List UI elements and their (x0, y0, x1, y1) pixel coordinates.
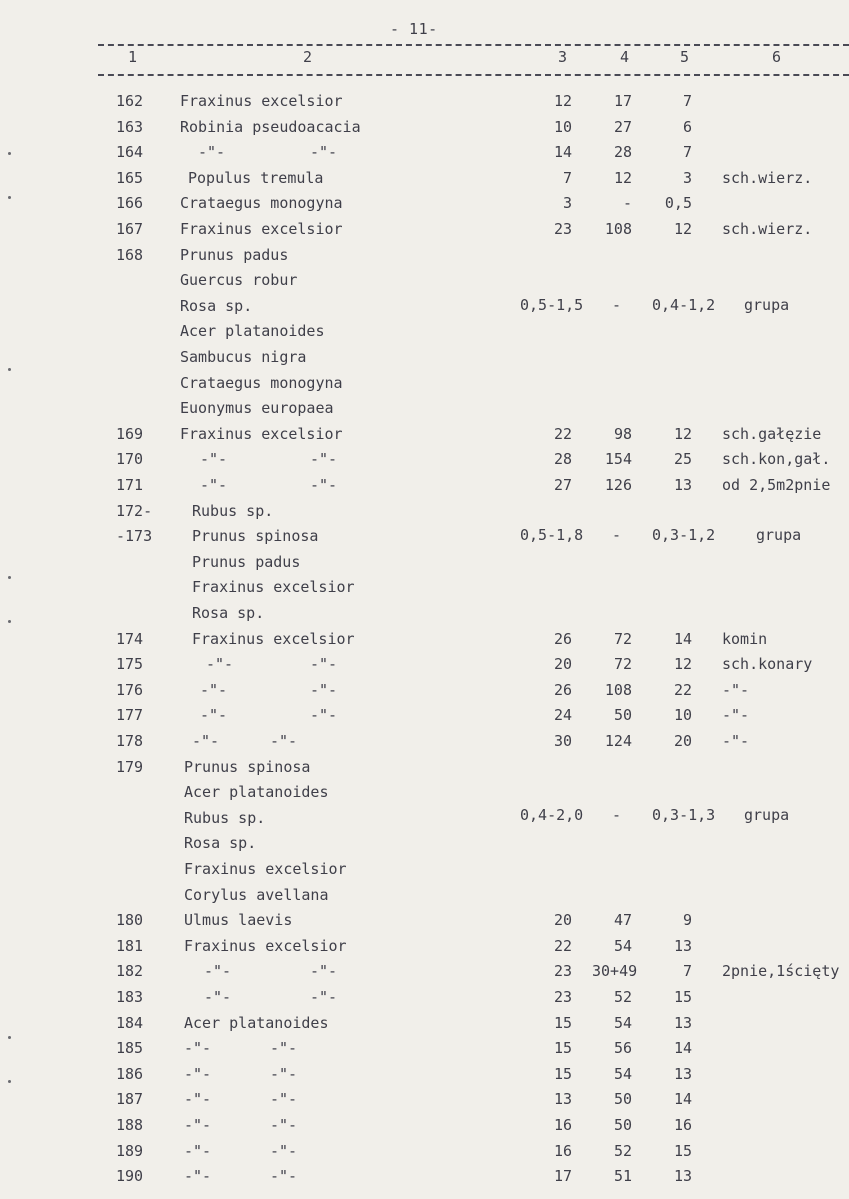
value-col-4: 124 (604, 732, 632, 750)
row-number: 163 (116, 117, 144, 136)
species-name: Robinia pseudoacacia (180, 117, 361, 136)
margin-mark (8, 576, 11, 579)
remarks: -"- (722, 732, 750, 750)
value-col-5: 12 (673, 220, 692, 238)
species-name: -"- (184, 1039, 212, 1058)
species-name: -"- (200, 706, 228, 725)
group-range: 0,4-2,0 (520, 806, 584, 824)
table-row (0, 578, 849, 603)
row-number: 190 (116, 1167, 144, 1186)
table-row (0, 681, 849, 706)
value-col-5: 13 (673, 1064, 692, 1083)
row-number: 170 (116, 450, 144, 469)
group-dash: - (612, 296, 622, 314)
row-number: 162 (116, 92, 144, 110)
page-number: - 11- (390, 20, 438, 38)
table-row (0, 1167, 849, 1192)
header-rule-bottom (98, 74, 849, 76)
value-col-3: 20 (553, 655, 572, 674)
ditto-mark: -"- (270, 1167, 298, 1186)
table-row (0, 1142, 849, 1167)
table-row (0, 527, 849, 552)
species-name: Populus tremula (188, 168, 324, 187)
species-name: -"- (184, 1167, 212, 1186)
value-col-5: 22 (673, 680, 692, 699)
row-number: 188 (116, 1116, 144, 1134)
row-number: 164 (116, 143, 144, 162)
value-col-5: 15 (673, 988, 692, 1006)
value-col-3: 17 (553, 1167, 572, 1186)
species-name: Fraxinus excelsior (184, 860, 347, 878)
species-name: Prunus spinosa (192, 527, 319, 546)
row-number: 187 (116, 1090, 144, 1109)
margin-mark (8, 1080, 11, 1083)
value-col-3: 23 (553, 220, 572, 238)
remarks: sch.kon,gał. (722, 450, 831, 469)
value-col-4: 50 (613, 1116, 632, 1134)
table-row (0, 860, 849, 885)
value-col-4: 30+49 (592, 962, 638, 981)
value-col-5: 12 (673, 655, 692, 674)
row-number: 182 (116, 962, 144, 981)
column-header-1: 1 (128, 48, 138, 66)
species-name: Fraxinus excelsior (180, 92, 343, 110)
species-name: -"- (200, 680, 228, 699)
table-row (0, 886, 849, 911)
table-row (0, 169, 849, 194)
value-col-3: 23 (553, 962, 572, 981)
species-name: Crataegus monogyna (180, 373, 343, 392)
table-row (0, 374, 849, 399)
value-col-5: 9 (682, 911, 692, 930)
value-col-5: 10 (673, 706, 692, 725)
value-col-3: 16 (553, 1116, 572, 1134)
table-row (0, 809, 849, 834)
row-number: 176 (116, 680, 144, 699)
group-dash: - (612, 526, 622, 544)
remarks: sch.gałęzie (722, 424, 822, 443)
table-row (0, 194, 849, 219)
group-height: 0,4-1,2 (652, 296, 716, 314)
value-col-4: 54 (613, 936, 632, 955)
value-col-3: 30 (553, 732, 572, 750)
species-name: Acer platanoides (184, 1013, 329, 1032)
species-name: -"- (204, 962, 232, 981)
value-col-5: 13 (673, 1013, 692, 1032)
value-col-3: 13 (553, 1090, 572, 1109)
species-name: Prunus padus (192, 552, 301, 571)
margin-mark (8, 152, 11, 155)
ditto-mark: -"- (310, 476, 338, 494)
value-col-4: 108 (604, 680, 632, 699)
ditto-mark: -"- (310, 706, 338, 725)
ditto-mark: -"- (310, 655, 338, 674)
value-col-4: 72 (613, 629, 632, 648)
value-col-4: 50 (613, 1090, 632, 1109)
value-col-3: 3 (562, 194, 572, 213)
value-col-5: 14 (673, 1039, 692, 1058)
value-col-4: 52 (613, 988, 632, 1006)
row-number: 178 (116, 732, 144, 750)
remarks: sch.konary (722, 655, 813, 674)
row-number: 180 (116, 911, 144, 930)
value-col-3: 28 (553, 450, 572, 469)
table-row (0, 732, 849, 757)
value-col-3: 27 (553, 476, 572, 494)
group-range: 0,5-1,8 (520, 526, 584, 544)
row-number: 168 (116, 245, 144, 264)
row-number: 169 (116, 424, 144, 443)
value-col-3: 7 (562, 168, 572, 187)
margin-mark (8, 1036, 11, 1039)
value-col-4: 56 (613, 1039, 632, 1058)
ditto-mark: -"- (310, 962, 338, 981)
value-col-3: 22 (553, 936, 572, 955)
value-col-5: 25 (673, 450, 692, 469)
row-number: 166 (116, 194, 144, 213)
species-name: -"- (184, 1141, 212, 1160)
value-col-3: 15 (553, 1013, 572, 1032)
value-col-4: 154 (604, 450, 632, 469)
column-header-3: 3 (558, 48, 568, 66)
value-col-3: 24 (553, 706, 572, 725)
value-col-3: 26 (553, 629, 572, 648)
table-row (0, 425, 849, 450)
table-row (0, 553, 849, 578)
row-number: 167 (116, 220, 144, 238)
ditto-mark: -"- (310, 680, 338, 699)
value-col-4: 52 (613, 1141, 632, 1160)
table-row (0, 1014, 849, 1039)
species-name: -"- (192, 732, 220, 750)
species-name: Acer platanoides (184, 783, 329, 802)
value-col-3: 20 (553, 911, 572, 930)
table-row (0, 143, 849, 168)
value-col-5: 12 (673, 424, 692, 443)
value-col-4: 50 (613, 706, 632, 725)
value-col-4: 17 (613, 92, 632, 110)
value-col-4: 27 (613, 117, 632, 136)
row-number: 185 (116, 1039, 144, 1058)
value-col-5: 16 (673, 1116, 692, 1134)
table-row (0, 1065, 849, 1090)
species-name: Acer platanoides (180, 322, 325, 341)
value-col-3: 26 (553, 680, 572, 699)
table-row (0, 271, 849, 296)
species-name: -"- (184, 1064, 212, 1083)
species-name: Prunus padus (180, 245, 289, 264)
group-note: grupa (744, 806, 790, 824)
species-name: Rubus sp. (192, 501, 274, 520)
table-row (0, 1090, 849, 1115)
table-row (0, 630, 849, 655)
column-header-5: 5 (680, 48, 690, 66)
remarks: od 2,5m2pnie (722, 476, 831, 494)
table-row (0, 604, 849, 629)
group-height: 0,3-1,3 (652, 806, 716, 824)
remarks: sch.wierz. (722, 168, 813, 187)
species-name: -"- (200, 450, 228, 469)
table-row (0, 911, 849, 936)
row-number: 189 (116, 1141, 144, 1160)
group-range: 0,5-1,5 (520, 296, 584, 314)
ditto-mark: -"- (310, 450, 338, 469)
table-row (0, 1116, 849, 1141)
group-dash: - (612, 806, 622, 824)
value-col-4: 12 (613, 168, 632, 187)
species-name: -"- (200, 476, 228, 494)
value-col-4: - (622, 194, 632, 213)
table-row (0, 476, 849, 501)
margin-mark (8, 196, 11, 199)
species-name: Rubus sp. (184, 808, 266, 827)
value-col-5: 6 (682, 117, 692, 136)
value-col-3: 12 (553, 92, 572, 110)
row-number: 171 (116, 476, 144, 494)
value-col-4: 51 (613, 1167, 632, 1186)
ditto-mark: -"- (270, 1064, 298, 1083)
ditto-mark: -"- (270, 1141, 298, 1160)
ditto-mark: -"- (270, 1090, 298, 1109)
remarks: -"- (722, 706, 750, 725)
table-row (0, 758, 849, 783)
value-col-4: 126 (604, 476, 632, 494)
value-col-5: 14 (673, 1090, 692, 1109)
value-col-4: 98 (613, 424, 632, 443)
table-row (0, 450, 849, 475)
column-header-4: 4 (620, 48, 630, 66)
row-number: 177 (116, 706, 144, 725)
value-col-4: 54 (613, 1064, 632, 1083)
row-number: 172- (116, 501, 153, 520)
row-number: 174 (116, 629, 144, 648)
row-number: 183 (116, 988, 144, 1006)
species-name: Sambucus nigra (180, 348, 307, 366)
row-number: 186 (116, 1064, 144, 1083)
species-name: Crataegus monogyna (180, 194, 343, 213)
value-col-4: 28 (613, 143, 632, 162)
species-name: Rosa sp. (184, 834, 257, 853)
value-col-3: 22 (553, 424, 572, 443)
ditto-mark: -"- (270, 1116, 298, 1134)
column-header-6: 6 (772, 48, 782, 66)
species-name: Rosa sp. (180, 296, 253, 315)
species-name: -"- (184, 1116, 212, 1134)
value-col-5: 13 (673, 476, 692, 494)
value-col-5: 0,5 (664, 194, 692, 213)
table-row (0, 399, 849, 424)
table-row (0, 118, 849, 143)
remarks: 2pnie,1ścięty (722, 962, 840, 981)
value-col-5: 7 (682, 92, 692, 110)
table-row (0, 220, 849, 245)
table-row (0, 655, 849, 680)
species-name: Euonymus europaea (180, 399, 334, 418)
value-col-4: 72 (613, 655, 632, 674)
margin-mark (8, 620, 11, 623)
species-name: -"- (204, 988, 232, 1006)
table-row (0, 246, 849, 271)
table-row (0, 322, 849, 347)
remarks: -"- (722, 680, 750, 699)
value-col-4: 108 (604, 220, 632, 238)
value-col-3: 15 (553, 1039, 572, 1058)
group-note: grupa (756, 526, 802, 544)
table-row (0, 92, 849, 117)
value-col-3: 14 (553, 143, 572, 162)
table-row (0, 988, 849, 1013)
table-row (0, 706, 849, 731)
value-col-5: 15 (673, 1141, 692, 1160)
value-col-4: 54 (613, 1013, 632, 1032)
table-row (0, 502, 849, 527)
value-col-5: 7 (682, 143, 692, 162)
species-name: Guercus robur (180, 271, 298, 290)
remarks: sch.wierz. (722, 220, 813, 238)
value-col-5: 7 (682, 962, 692, 981)
row-number: -173 (116, 527, 153, 546)
margin-mark (8, 368, 11, 371)
species-name: -"- (206, 655, 234, 674)
table-row (0, 348, 849, 373)
value-col-5: 3 (682, 168, 692, 187)
group-note: grupa (744, 296, 790, 314)
ditto-mark: -"- (310, 988, 338, 1006)
value-col-5: 20 (673, 732, 692, 750)
column-header-2: 2 (303, 48, 313, 66)
table-row (0, 937, 849, 962)
value-col-3: 16 (553, 1141, 572, 1160)
value-col-4: 47 (613, 911, 632, 930)
species-name: Corylus avellana (184, 885, 329, 904)
table-row (0, 962, 849, 987)
table-row (0, 297, 849, 322)
table-row (0, 834, 849, 859)
table-row (0, 783, 849, 808)
row-number: 181 (116, 936, 144, 955)
species-name: Fraxinus excelsior (180, 424, 343, 443)
row-number: 175 (116, 655, 144, 674)
species-name: Ulmus laevis (184, 911, 293, 930)
species-name: Rosa sp. (192, 604, 265, 622)
row-number: 179 (116, 757, 144, 776)
species-name: Fraxinus excelsior (184, 936, 347, 955)
row-number: 165 (116, 168, 144, 187)
ditto-mark: -"- (270, 1039, 298, 1058)
ditto-mark: -"- (270, 732, 298, 750)
value-col-3: 10 (553, 117, 572, 136)
value-col-5: 13 (673, 936, 692, 955)
row-number: 184 (116, 1013, 144, 1032)
ditto-mark: -"- (310, 143, 338, 162)
species-name: Fraxinus excelsior (192, 578, 355, 597)
value-col-5: 14 (673, 629, 692, 648)
remarks: komin (722, 629, 768, 648)
group-height: 0,3-1,2 (652, 526, 716, 544)
species-name: -"- (198, 143, 226, 162)
species-name: Prunus spinosa (184, 757, 311, 776)
value-col-5: 13 (673, 1167, 692, 1186)
value-col-3: 15 (553, 1064, 572, 1083)
species-name: -"- (184, 1090, 212, 1109)
species-name: Fraxinus excelsior (180, 220, 343, 238)
table-row (0, 1039, 849, 1064)
value-col-3: 23 (553, 988, 572, 1006)
species-name: Fraxinus excelsior (192, 629, 355, 648)
header-rule-top (98, 44, 849, 46)
